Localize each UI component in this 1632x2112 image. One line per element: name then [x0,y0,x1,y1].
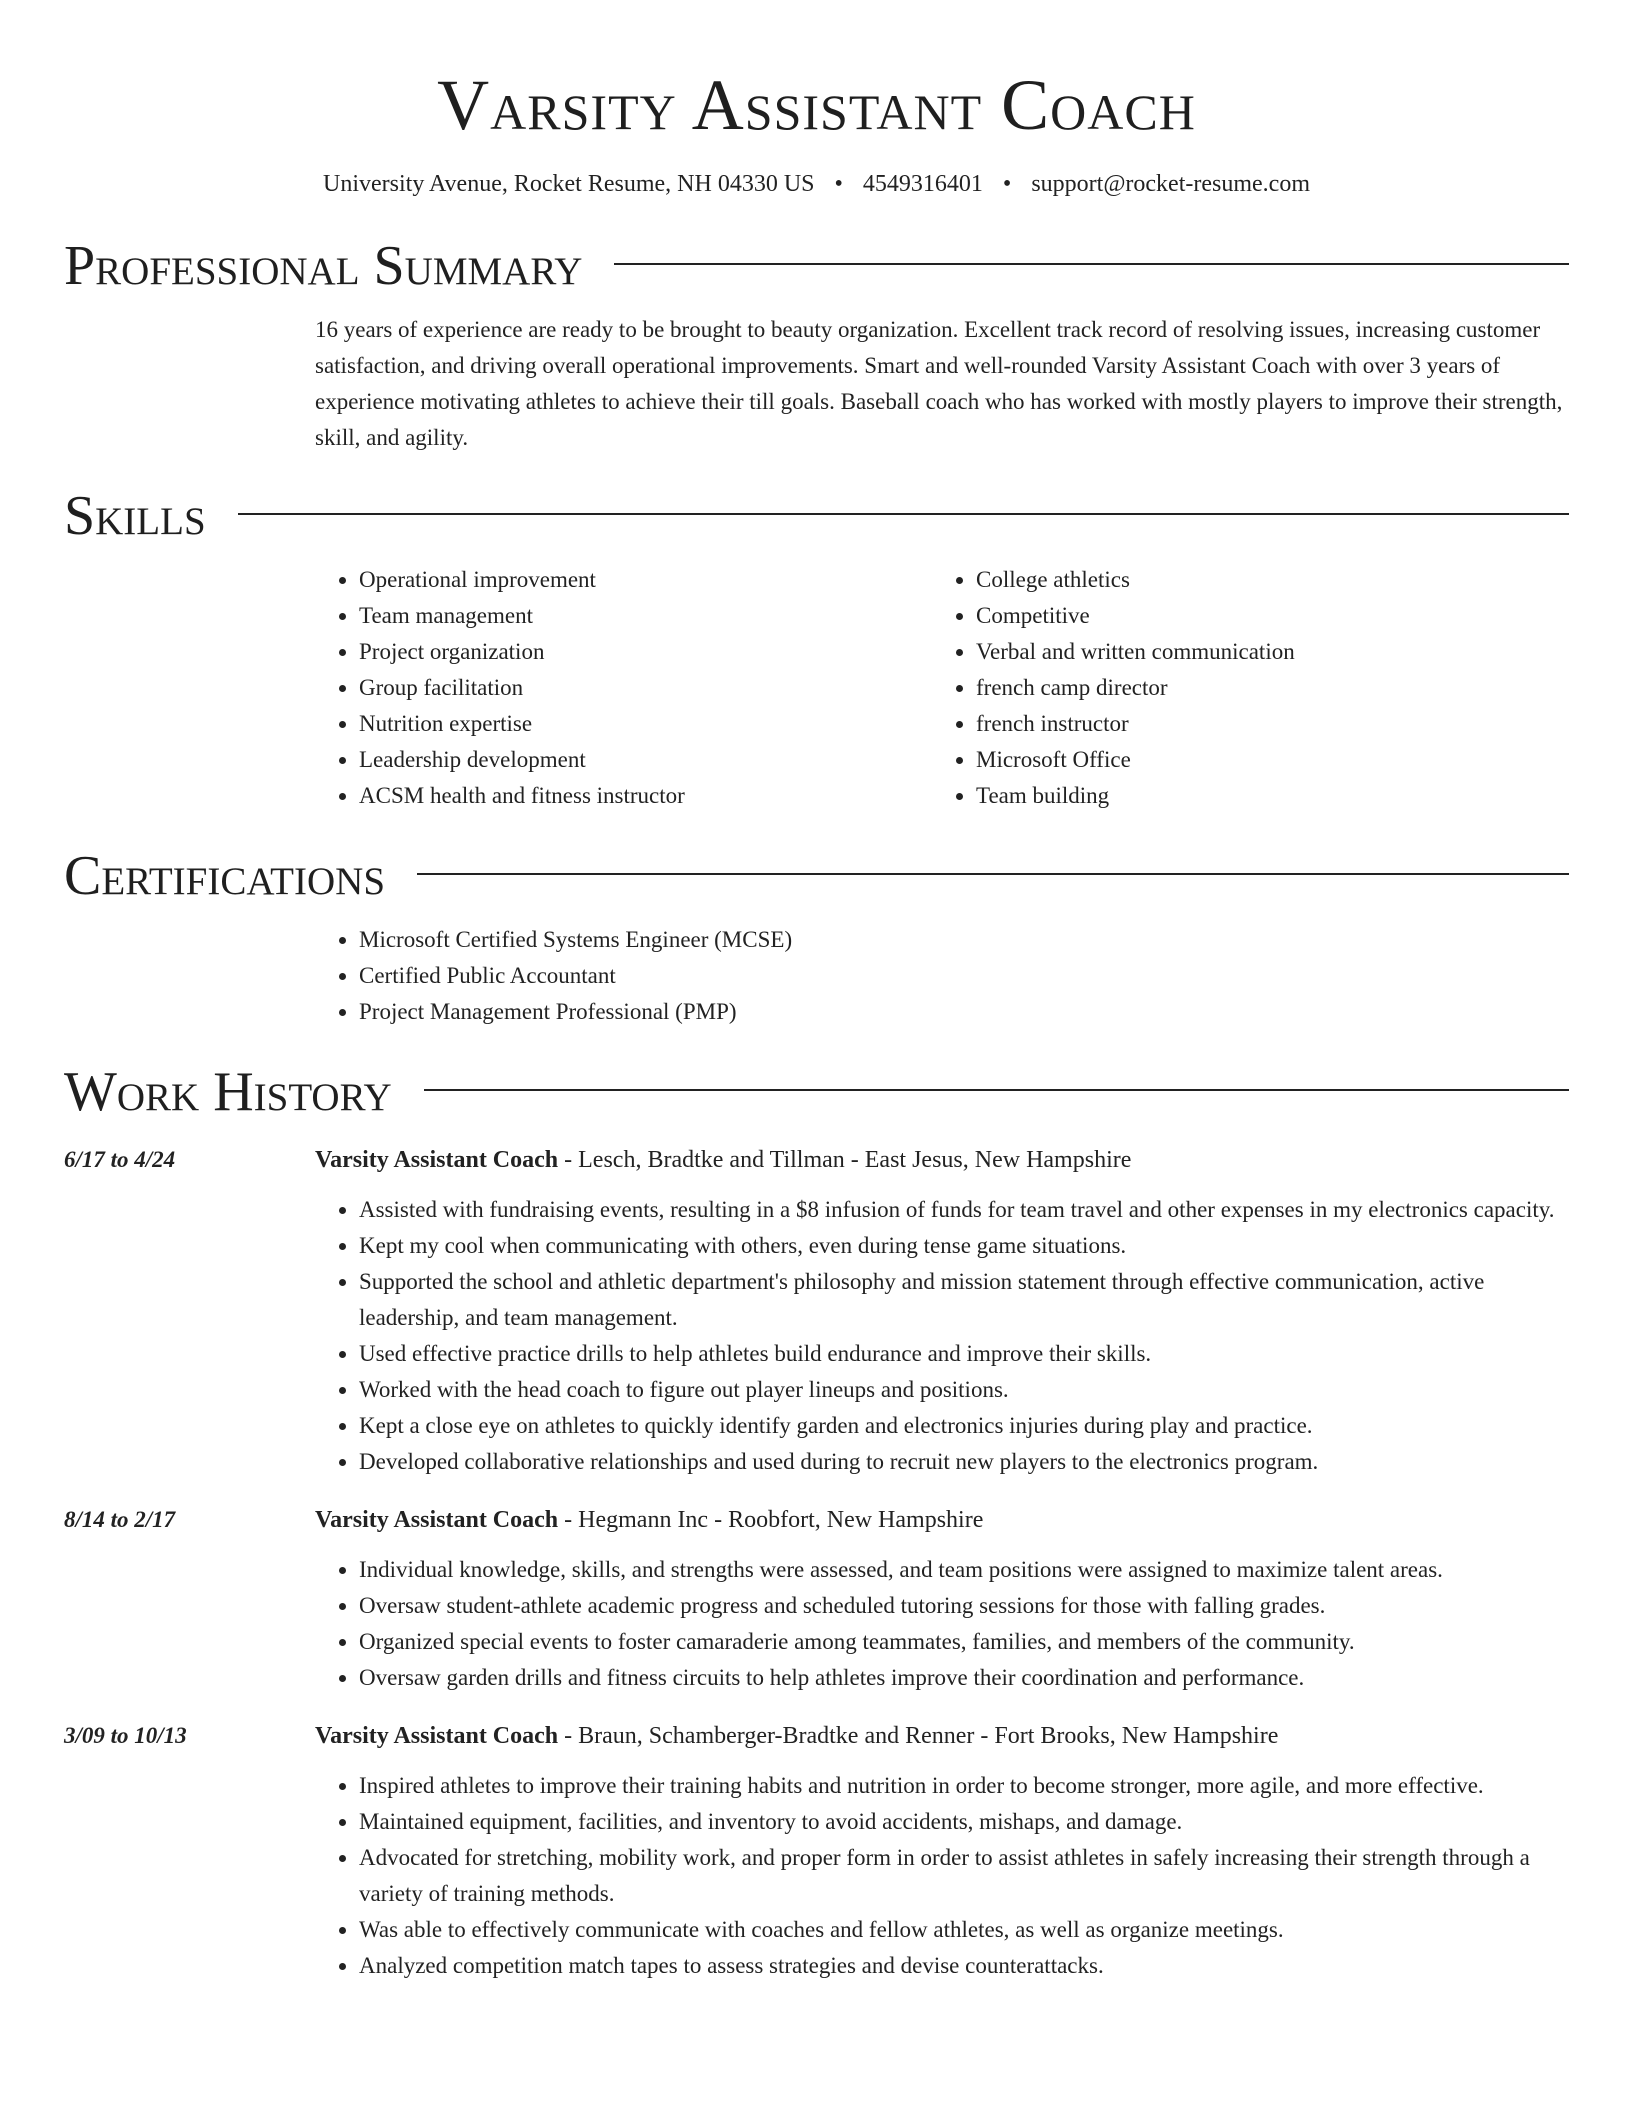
work-section-header [64,1060,1569,1124]
job-duty-item: • Worked with the head coach to figure out player lineups and positions. [359,1372,1569,1408]
job-duties-list [315,1192,1569,1480]
certification-item: • Certified Public Accountant [359,958,1569,994]
skills-grid [315,562,1569,814]
certification-item: • Project Management Professional (PMP) [359,994,1569,1030]
job-entry [64,1502,1569,1696]
job-employer-location: - Hegmann Inc - Roobfort, New Hampshire [558,1507,984,1533]
job-dates: 3/09 to 10/13 [64,1723,187,1748]
job-duty-item: • Assisted with fundraising events, resulting in a $8 infusion of funds for team travel and other expenses in my electronics capacity. [359,1192,1569,1228]
certifications-list [315,922,1569,1030]
job-duty-item: • Oversaw student-athlete academic progress and scheduled tutoring sessions for those with falling grades. [359,1588,1569,1624]
skills-section-title: Skills [64,485,206,547]
job-entry [64,1142,1569,1480]
job-header [315,1502,1569,1538]
summary-section-title: Professional Summary [64,235,583,297]
job-dates: 8/14 to 2/17 [64,1507,176,1532]
skills-column-right [932,562,1549,814]
skill-item: • Microsoft Office [976,742,1549,778]
summary-section-header [64,234,1569,298]
skill-item: • french instructor [976,706,1549,742]
job-duty-item: • Kept a close eye on athletes to quickly identify garden and electronics injuries during play and practice. [359,1408,1569,1444]
job-duty-item: • Maintained equipment, facilities, and inventory to avoid accidents, mishaps, and damage. [359,1804,1569,1840]
job-duty-item: • Individual knowledge, skills, and strengths were assessed, and team positions were assigned to maximize talent areas. [359,1552,1569,1588]
job-duties-list [315,1552,1569,1696]
resume-page [64,0,1569,1984]
job-title: Varsity Assistant Coach [315,1147,559,1173]
contact-address: University Avenue, Rocket Resume, NH 04330 US [323,171,815,197]
certifications-body [315,922,1569,1030]
job-details [315,1502,1569,1696]
job-duty-item: • Kept my cool when communicating with others, even during tense game situations. [359,1228,1569,1264]
skill-item: • Operational improvement [359,562,932,598]
work-section-title: Work History [64,1061,392,1123]
job-duty-item: • Organized special events to foster camaraderie among teammates, families, and members of the community. [359,1624,1569,1660]
job-header [315,1718,1569,1754]
job-duty-item: • Analyzed competition match tapes to assess strategies and devise counterattacks. [359,1948,1569,1984]
skills-list-right [932,562,1549,814]
job-duty-item: • Was able to effectively communicate with coaches and fellow athletes, as well as organize meetings. [359,1912,1569,1948]
job-details [315,1142,1569,1480]
job-dates: 6/17 to 4/24 [64,1147,176,1172]
job-employer-location: - Lesch, Bradtke and Tillman - East Jesus, New Hampshire [558,1147,1132,1173]
skill-item: • Competitive [976,598,1549,634]
skills-list-left [315,562,932,814]
skill-item: • Project organization [359,634,932,670]
skills-column-left [315,562,932,814]
skill-item: • Verbal and written communication [976,634,1549,670]
section-divider [614,263,1569,265]
job-duty-item: • Supported the school and athletic department's philosophy and mission statement through effective communication, active leadership, and team management. [359,1264,1569,1336]
job-title: Varsity Assistant Coach [315,1723,559,1749]
job-duty-item: • Developed collaborative relationships and used during to recruit new players to the electronics program. [359,1444,1569,1480]
certification-item: • Microsoft Certified Systems Engineer (MCSE) [359,922,1569,958]
job-title: Varsity Assistant Coach [315,1507,559,1533]
skills-section-header [64,484,1569,548]
skill-item: • Nutrition expertise [359,706,932,742]
job-duty-item: • Advocated for stretching, mobility work, and proper form in order to assist athletes in safely increasing their strength through a variety of training methods. [359,1840,1569,1912]
contact-separator: • [1002,171,1012,197]
resume-name: Varsity Assistant Coach [437,65,1196,145]
contact-line [64,168,1569,200]
job-duty-item: • Used effective practice drills to help athletes build endurance and improve their skills. [359,1336,1569,1372]
skill-item: • Group facilitation [359,670,932,706]
job-details [315,1718,1569,1984]
job-employer-location: - Braun, Schamberger-Bradtke and Renner - Fort Brooks, New Hampshire [558,1723,1279,1749]
skill-item: • College athletics [976,562,1549,598]
certifications-section-header [64,844,1569,908]
skill-item: • Team building [976,778,1549,814]
work-history-list [64,1142,1569,1984]
job-header [315,1142,1569,1178]
certifications-section-title: Certifications [64,845,386,907]
section-divider [417,873,1569,875]
job-duties-list [315,1768,1569,1984]
job-entry [64,1718,1569,1984]
skill-item: • Team management [359,598,932,634]
section-divider [424,1089,1569,1091]
summary-text: 16 years of experience are ready to be brought to beauty organization. Excellent track record of resolving issues, increasing customer satisfaction, and driving overall operational improvements. Smart and well-rounded Varsity Assistant Coach with over 3 years of experience motivating athletes to achieve their till goals. Baseball coach who has worked with mostly players to improve their strength, skill, and agility. [315,317,1563,450]
skill-item: • ACSM health and fitness instructor [359,778,932,814]
contact-phone: 4549316401 [862,171,983,197]
job-duty-item: • Inspired athletes to improve their training habits and nutrition in order to become stronger, more agile, and more effective. [359,1768,1569,1804]
skill-item: • french camp director [976,670,1549,706]
contact-separator: • [834,171,843,197]
job-duty-item: • Oversaw garden drills and fitness circuits to help athletes improve their coordination and performance. [359,1660,1569,1696]
skill-item: • Leadership development [359,742,932,778]
contact-email: support@rocket-resume.com [1031,171,1310,197]
section-divider [238,513,1569,515]
